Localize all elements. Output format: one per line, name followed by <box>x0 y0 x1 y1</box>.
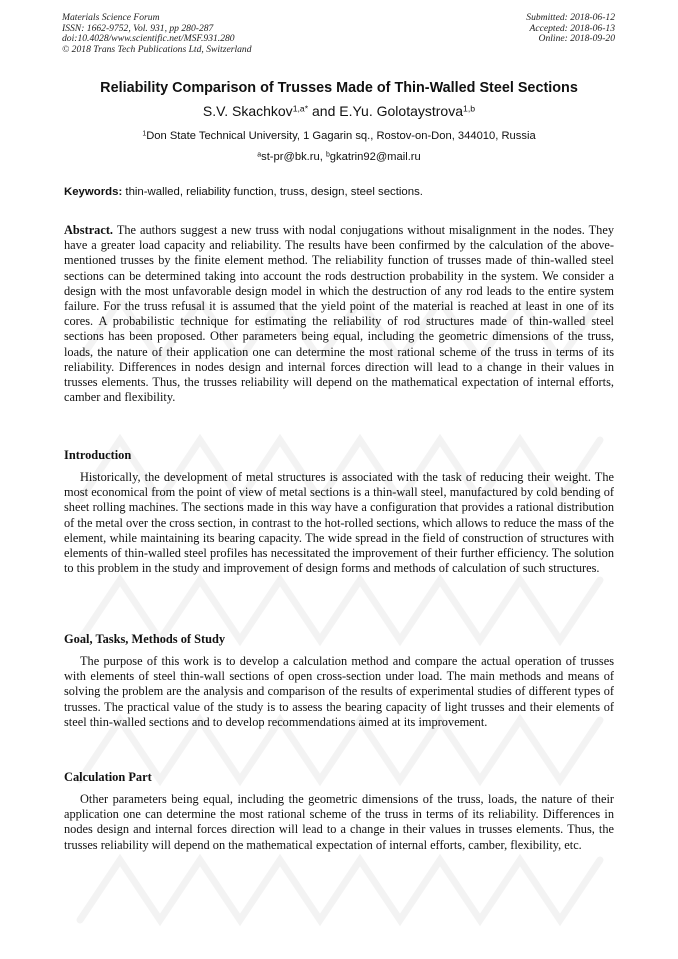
email-b-sup: b <box>325 151 330 159</box>
journal-info <box>62 13 252 55</box>
submitted-date: Submitted: 2018-06-12 <box>526 12 615 23</box>
email-b: gkatrin92@mail.ru <box>329 151 421 163</box>
keywords-text: thin-walled, reliability function, truss, design, steel sections. <box>122 186 423 198</box>
copyright-line: © 2018 Trans Tech Publications Ltd, Switzerland <box>62 43 252 55</box>
author-line <box>20 103 658 119</box>
paper-title: Reliability Comparison of Trusses Made of Thin-Walled Steel Sections <box>100 80 578 96</box>
email-a-sup: a <box>257 151 262 159</box>
author-2-sup: 1,b <box>463 103 476 114</box>
affiliation-sup: 1 <box>142 130 147 138</box>
section-body-introduction: Historically, the development of metal structures is associated with the task of reducing their weight. The most economical from the point of view of metal sections is a thin-wall steel, manufactured by cold bending of sheet rolling machines. The sections made in this way have a configuration that provides a rational distribution of the metal over the cross section, in contrast to the hot-rolled sections, which allows to reduce the mass of the element, while maintaining its bearing capacity. The wide spread in the field of construction of structures with elements of thin-walled steel profiles has necessitated the improvement of their further efficiency. The solution to this problem in the study and improvement of design forms and methods of calculation of such structures. <box>64 470 614 576</box>
keywords-label: Keywords: <box>64 186 123 198</box>
section-heading-introduction: Introduction <box>64 448 132 462</box>
keywords <box>64 186 624 198</box>
author-1: S.V. Skachkov <box>202 103 293 119</box>
author-emails <box>20 151 658 163</box>
doi-line: doi:10.4028/www.scientific.net/MSF.931.280 <box>62 33 235 45</box>
accepted-date: Accepted: 2018-06-13 <box>529 22 615 34</box>
email-a: st-pr@bk.ru, <box>261 151 326 163</box>
abstract-text: The authors suggest a new truss with nodal conjugations without misalignment in the nodes. They have a greater load capacity and reliability. The results have been confirmed by the calculation of the above-mentioned trusses by the finite element method. The reliability function of trusses made of thin-walled steel sections can be determined taking into account the rods destruction probability in the system. We consider a design with the most unfavorable design model in which the destruction of any rod leads to the entire system failure. For the truss refusal it is assumed that the yield point of the material is reached at least in one of its cores. A probabilistic technique for estimating the reliability of rod structures made of thin-walled steel sections has been proposed. Other parameters being equal, including the geometric dimensions of the truss, loads, the nature of their application one can determine the most rational scheme of the truss in terms of its reliability. Differences in nodes design and internal forces direction will lead to a change in their values in trusses elements. Thus, the trusses reliability will depend on the mathematical expectation of internal efforts, camber and flexibility. <box>64 223 614 405</box>
section-body-goal: The purpose of this work is to develop a calculation method and compare the actual operation of trusses with elements of steel thin-wall sections of open cross-section under load. The main methods and means of solving the problem are the analysis and comparison of the results of experimental studies of different types of trusses. The practical value of the study is to assess the bearing capacity of light trusses and their elements of steel thin-walled sections and to develop recommendations aimed at its improvement. <box>64 654 614 729</box>
section-body-calculation: Other parameters being equal, including the geometric dimensions of the truss, loads, the nature of their application one can determine the most rational scheme of the truss in terms of its reliability. Differences in nodes design and internal forces direction will lead to a change in their values in trusses elements. Thus, the trusses reliability will depend on the mathematical expectation of internal efforts, camber, flexibility, etc. <box>64 792 614 852</box>
affiliation <box>20 130 658 142</box>
author-2: E.Yu. Golotaystrova <box>339 103 463 119</box>
abstract <box>64 223 614 405</box>
journal-name: Materials Science Forum <box>62 12 160 23</box>
issn-line: ISSN: 1662-9752, Vol. 931, pp 280-287 <box>62 22 214 34</box>
abstract-label: Abstract. <box>64 223 114 237</box>
author-conjunction: and <box>308 103 340 119</box>
author-1-sup: 1,a* <box>292 103 309 114</box>
publication-dates <box>526 13 615 45</box>
section-heading-calculation: Calculation Part <box>64 770 152 784</box>
affiliation-text: Don State Technical University, 1 Gagarin sq., Rostov-on-Don, 344010, Russia <box>146 130 536 142</box>
online-date: Online: 2018-09-20 <box>538 33 615 45</box>
section-heading-goal: Goal, Tasks, Methods of Study <box>64 632 226 646</box>
